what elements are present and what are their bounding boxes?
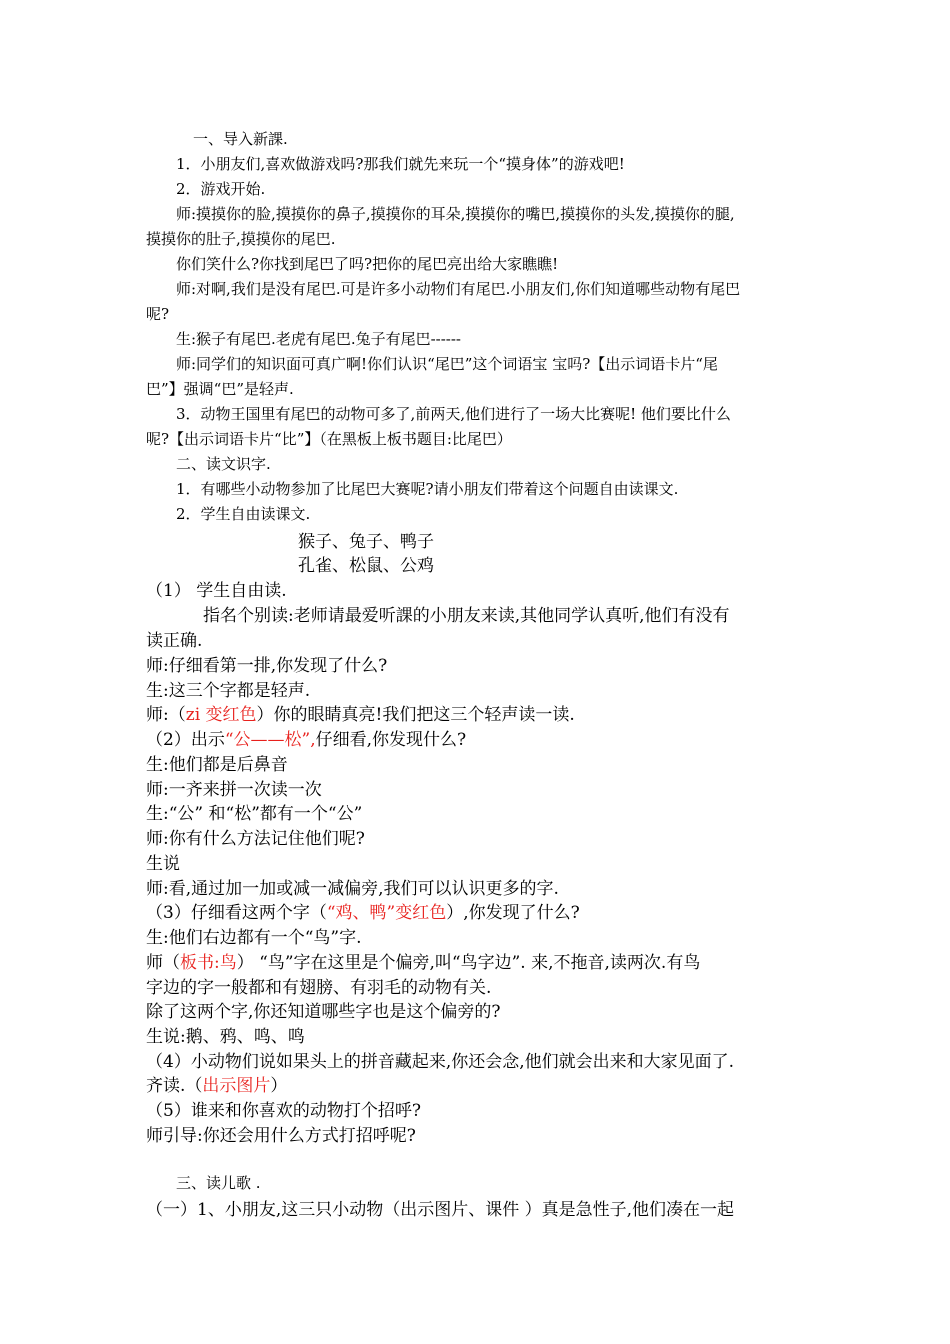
highlight-text: “公——松”, bbox=[224, 730, 316, 750]
paragraph: 3．动物王国里有尾巴的动物可多了,前两天,他们进行了一场大比赛呢! 他们要比什么 bbox=[176, 405, 731, 423]
paragraph: 2．学生自由读课文. bbox=[176, 505, 311, 523]
paragraph: 生:猴子有尾巴.老虎有尾巴.兔子有尾巴------ bbox=[176, 330, 462, 348]
paragraph: 你们笑什么?你找到尾巴了吗?把你的尾巴亮出给大家瞧瞧! bbox=[176, 255, 559, 273]
paragraph: 师:仔细看第一排,你发现了什么? bbox=[146, 656, 388, 676]
paragraph: 指名个别读:老师请最爱听課的小朋友来读,其他同学认真听,他们有没有 bbox=[203, 606, 730, 626]
paragraph: 生:“公” 和“松”都有一个“公” bbox=[146, 804, 363, 824]
highlight-text: 板书:鸟 bbox=[180, 953, 237, 973]
paragraph: 除了这两个字,你还知道哪些字也是这个偏旁的? bbox=[146, 1002, 501, 1022]
text-run: 仔细看,你发现什么? bbox=[315, 730, 467, 750]
text-run: 齐读.（ bbox=[146, 1076, 203, 1096]
highlight-text: “鸡、鸭”变红色 bbox=[326, 903, 447, 923]
text-run: 师:（ bbox=[146, 705, 186, 725]
paragraph: 1．小朋友们,喜欢做游戏吗?那我们就先来玩一个“摸身体”的游戏吧! bbox=[176, 155, 625, 173]
highlight-text: zi 变红色 bbox=[185, 705, 257, 725]
paragraph: 师引导:你还会用什么方式打招呼呢? bbox=[146, 1126, 416, 1146]
paragraph bbox=[146, 700, 575, 725]
paragraph bbox=[146, 1071, 287, 1096]
paragraph bbox=[146, 948, 700, 973]
heading-section-3: 三、读儿歌 . bbox=[176, 1174, 261, 1192]
paragraph: 巴”】强调“巴”是轻声. bbox=[146, 380, 294, 398]
text-run: 师（ bbox=[146, 953, 180, 973]
paragraph: 呢?【出示词语卡片“比”】（在黑板上板书题目:比尾巴） bbox=[146, 430, 512, 448]
paragraph bbox=[146, 898, 580, 923]
paragraph: 呢? bbox=[146, 305, 170, 323]
paragraph: （一）1、小朋友,这三只小动物（出示图片、课件 ）真是急性子,他们凑在一起 bbox=[146, 1200, 735, 1220]
paragraph: 师:对啊,我们是没有尾巴.可是许多小动物们有尾巴.小朋友们,你们知道哪些动物有尾巴 bbox=[176, 280, 741, 298]
paragraph: 摸摸你的肚子,摸摸你的尾巴. bbox=[146, 230, 336, 248]
paragraph: 生说:鹅、鸦、鸣、鸣 bbox=[146, 1027, 305, 1047]
paragraph: （4）小动物们说如果头上的拼音藏起来,你还会念,他们就会出来和大家见面了. bbox=[146, 1052, 735, 1072]
text-run: ） “鸟”字在这里是个偏旁,叫“鸟字边”. 来,不拖音,读两次.有鸟 bbox=[236, 953, 701, 973]
text-run: ） bbox=[270, 1076, 288, 1096]
paragraph: 字边的字一般都和有翅膀、有羽毛的动物有关. bbox=[146, 978, 492, 998]
paragraph bbox=[146, 725, 466, 750]
paragraph: 1．有哪些小动物参加了比尾巴大赛呢?请小朋友们带着这个问题自由读课文. bbox=[176, 480, 679, 498]
paragraph: 2．游戏开始. bbox=[176, 180, 266, 198]
paragraph: 生:他们都是后鼻音 bbox=[146, 755, 288, 775]
heading-section-1: 一、导入新課. bbox=[193, 130, 288, 148]
paragraph: 生:这三个字都是轻声. bbox=[146, 681, 311, 701]
paragraph: 师:同学们的知识面可真广啊!你们认识“尾巴”这个词语宝 宝吗?【出示词语卡片“尾 bbox=[176, 355, 718, 373]
heading-section-2: 二、读文识字. bbox=[176, 455, 271, 473]
text-run: ）,你发现了什么? bbox=[446, 903, 580, 923]
paragraph: 读正确. bbox=[146, 631, 203, 651]
paragraph: 生:他们右边都有一个“鸟”字. bbox=[146, 928, 362, 948]
paragraph: （1） 学生自由读. bbox=[146, 581, 287, 601]
word-list-row-1: 猴子、兔子、鸭子 bbox=[298, 532, 434, 552]
word-list-row-2: 孔雀、松鼠、公鸡 bbox=[298, 556, 434, 576]
paragraph: 师:摸摸你的脸,摸摸你的鼻子,摸摸你的耳朵,摸摸你的嘴巴,摸摸你的头发,摸摸你的腿, bbox=[176, 205, 735, 223]
paragraph: 师:一齐来拼一次读一次 bbox=[146, 780, 322, 800]
highlight-text: 出示图片 bbox=[202, 1076, 271, 1096]
text-run: （3）仔细看这两个字（ bbox=[146, 903, 327, 923]
paragraph: 生说 bbox=[146, 854, 180, 874]
text-run: ）你的眼睛真亮!我们把这三个轻声读一读. bbox=[256, 705, 575, 725]
text-run: （2）出示 bbox=[146, 730, 225, 750]
paragraph: 师:看,通过加一加或减一减偏旁,我们可以认识更多的字. bbox=[146, 879, 559, 899]
paragraph: 师:你有什么方法记住他们呢? bbox=[146, 829, 365, 849]
paragraph: （5）谁来和你喜欢的动物打个招呼? bbox=[146, 1101, 421, 1121]
